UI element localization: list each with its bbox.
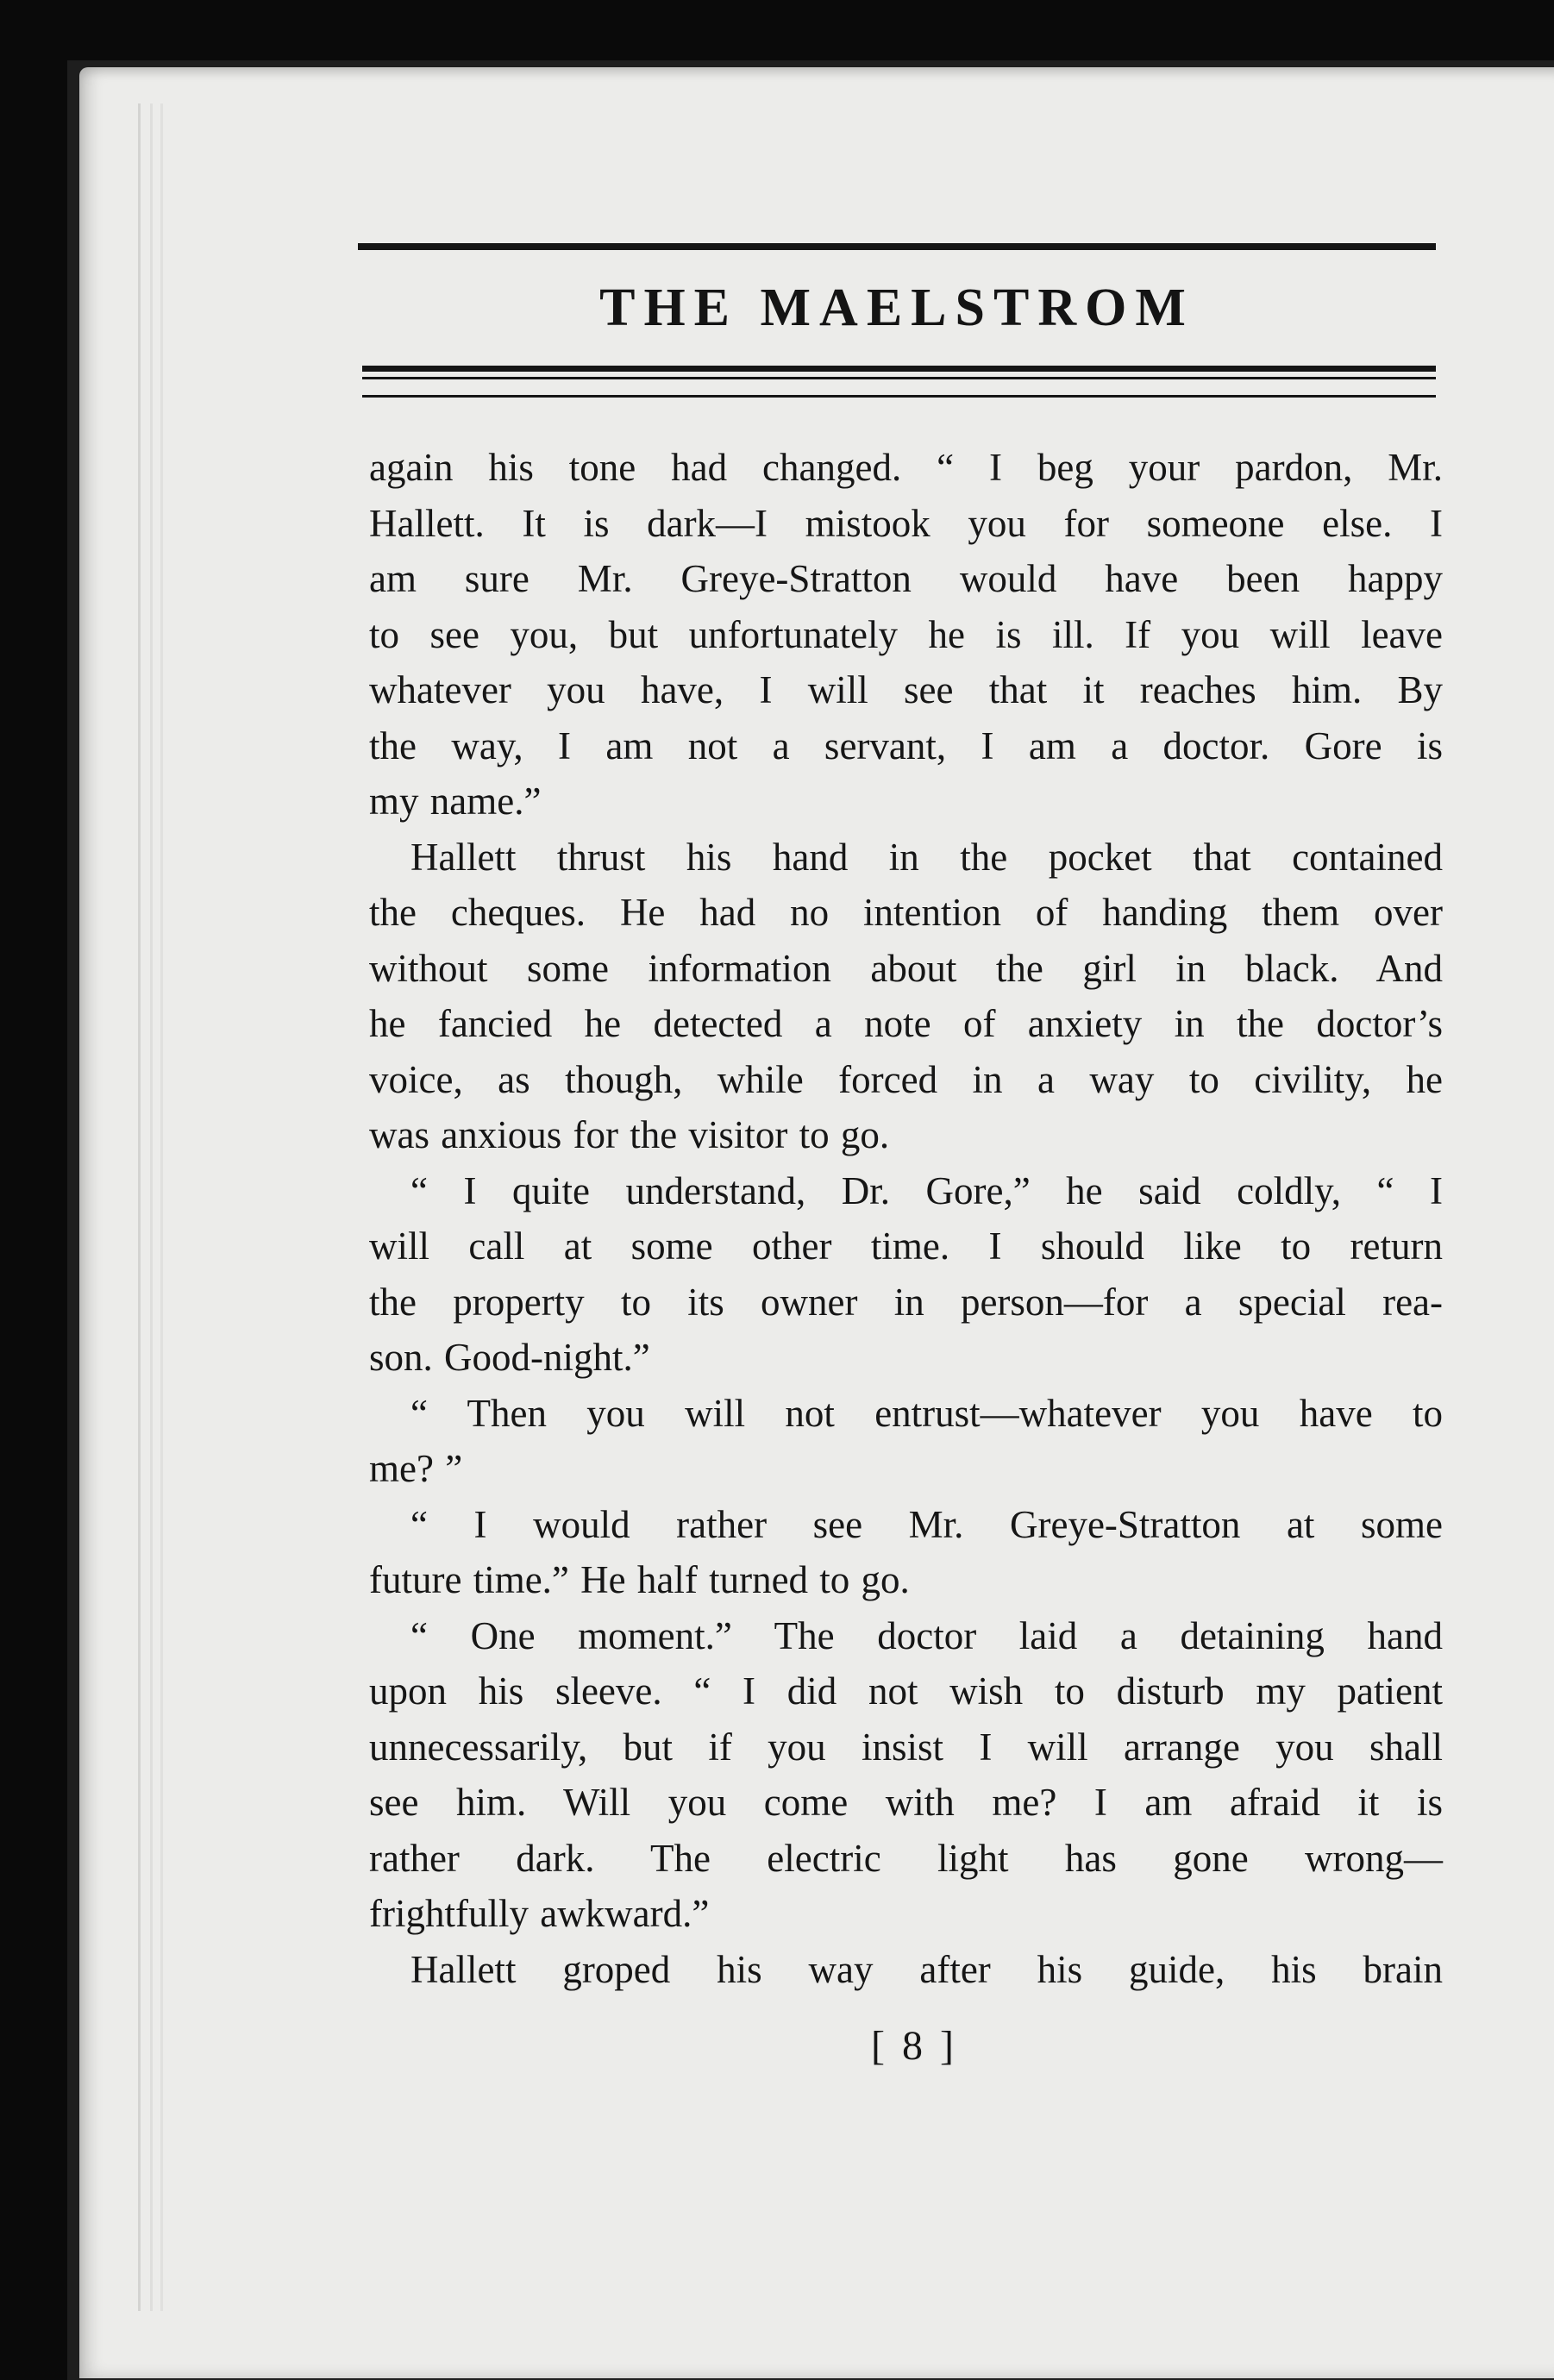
text-line: me? ”: [369, 1447, 463, 1490]
running-title: THE MAELSTROM: [599, 279, 1194, 337]
text-line: without some information about the girl in black. And: [369, 946, 1443, 990]
text-line: he fancied he detected a note of anxiety in the doctor’s: [369, 1002, 1443, 1045]
text-line: “ Then you will not entrust—whatever you have to: [410, 1391, 1443, 1435]
text-line: was anxious for the visitor to go.: [369, 1113, 890, 1156]
text-line: frightfully awkward.”: [369, 1892, 710, 1935]
page-number: [ 8 ]: [871, 2023, 957, 2069]
page-edge-line: [150, 103, 153, 2311]
text-line: will call at some other time. I should like to return: [369, 1224, 1443, 1268]
header-rule-bottom: [362, 395, 1436, 398]
text-line: “ I quite understand, Dr. Gore,” he said coldly, “ I: [410, 1168, 1443, 1212]
text-line: “ I would rather see Mr. Greye-Stratton at some: [410, 1502, 1443, 1546]
header-rule-bottom: [362, 366, 1436, 372]
page-edge-line: [160, 103, 163, 2311]
text-line: again his tone had changed. “ I beg your pardon, Mr.: [369, 446, 1443, 489]
text-line: son. Good-night.”: [369, 1336, 650, 1379]
text-line: Hallett thrust his hand in the pocket that contained: [410, 835, 1443, 879]
text-line: future time.” He half turned to go.: [369, 1558, 910, 1601]
text-line: am sure Mr. Greye-Stratton would have been happy: [369, 557, 1443, 600]
page-edge-line: [138, 103, 141, 2311]
header-rule-top: [358, 243, 1436, 250]
text-line: whatever you have, I will see that it reaches him. By: [369, 668, 1443, 711]
text-line: “ One moment.” The doctor laid a detaining hand: [410, 1613, 1443, 1657]
text-line: unnecessarily, but if you insist I will arrange you shall: [369, 1725, 1443, 1769]
text-line: the way, I am not a servant, I am a doctor. Gore is: [369, 723, 1443, 767]
text-line: rather dark. The electric light has gone wrong—: [369, 1836, 1443, 1880]
text-line: see him. Will you come with me? I am afraid it is: [369, 1781, 1443, 1824]
text-line: upon his sleeve. “ I did not wish to disturb my patient: [369, 1669, 1443, 1713]
text-line: my name.”: [369, 780, 542, 823]
body-text: [369, 440, 1443, 1997]
text-line: Hallett. It is dark—I mistook you for someone else. I: [369, 501, 1443, 545]
text-line: voice, as though, while forced in a way to civility, he: [369, 1057, 1443, 1101]
text-line: Hallett groped his way after his guide, his brain: [410, 1947, 1443, 1991]
header-rule-bottom: [362, 377, 1436, 379]
text-line: the cheques. He had no intention of handing them over: [369, 891, 1443, 934]
text-line: the property to its owner in person—for a special rea-: [369, 1280, 1443, 1324]
text-line: to see you, but unfortunately he is ill. If you will leave: [369, 612, 1443, 656]
